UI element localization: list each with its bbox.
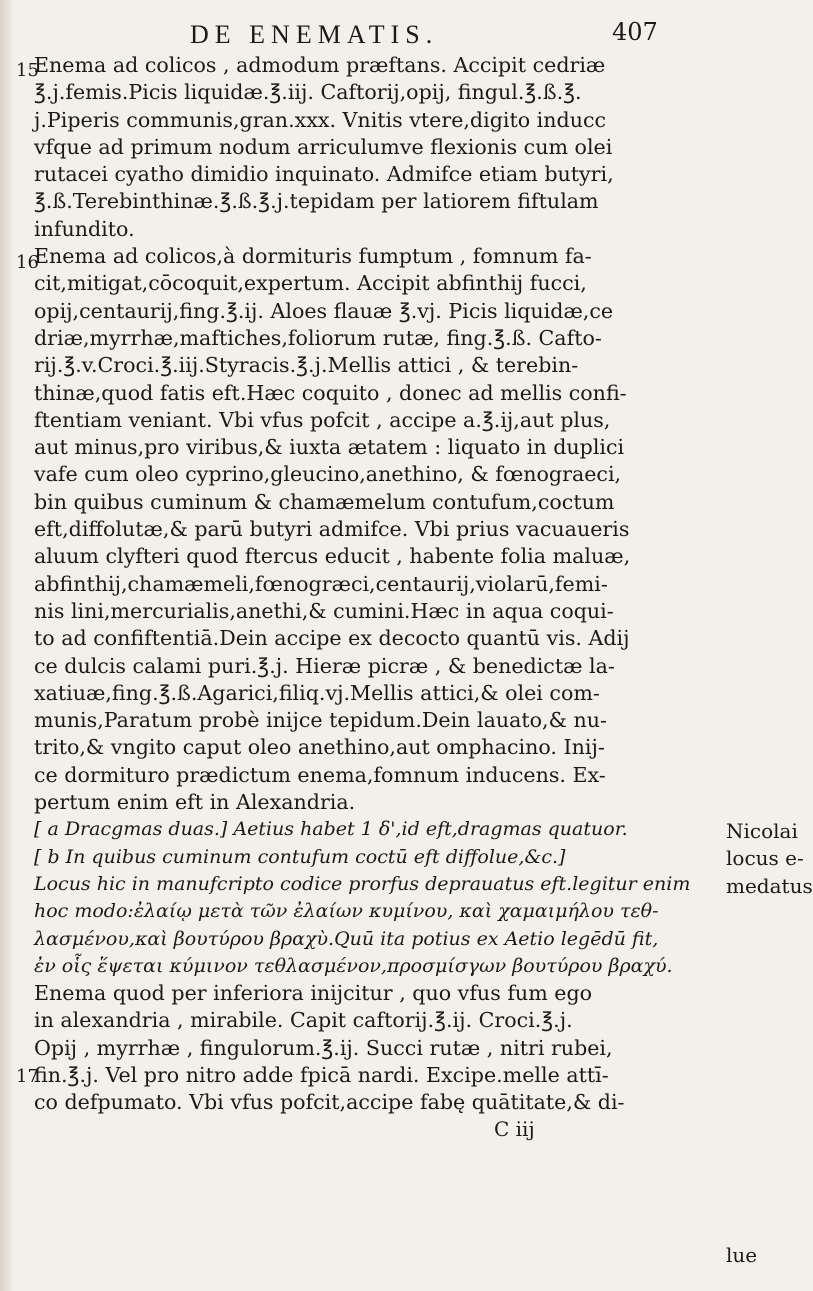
section-number-16: 16 [16, 252, 39, 273]
text-line: vafe cum oleo cyprino,gleucino,anethino, & fœnograeci, [34, 462, 622, 487]
text-line: aluum clyfteri quod ftercus educit , habente folia maluæ, [34, 544, 631, 569]
text-line: munis,Paratum probè inijce tepidum.Dein lauato,& nu- [34, 708, 607, 733]
text-line: to ad confiftentiā.Dein accipe ex decocto quantū vis. Adij [34, 626, 630, 651]
footnote-line: ἐν οἷς ἕψεται κύμινον τεθλασμένον,προσμίσγων βουτύρου βραχύ. [34, 954, 673, 977]
text-line: bin quibus cuminum & chamæmelum contufum,coctum [34, 489, 615, 514]
text-line: xatiuæ,fing.℥.ß.Agarici,filiq.vj.Mellis attici,& olei com- [34, 680, 600, 705]
text-line: vfque ad primum nodum arriculumve flexionis cum olei [34, 134, 613, 159]
text-line: thinæ,quod fatis eft.Hæc coquito , donec ad mellis confi- [34, 380, 627, 405]
footnote-line: λασμένου,καὶ βουτύρου βραχὺ.Quū ita potius ex Aetio legēdū fit, [34, 927, 659, 950]
text-line: ℥.j.femis.Picis liquidæ.℥.iij. Caftorij,opij, fingul.℥.ß.℥. [34, 80, 582, 105]
text-line: rij.℥.v.Croci.℥.iij.Styracis.℥.j.Mellis attici , & terebin- [34, 353, 579, 378]
text-line: Opij , myrrhæ , fingulorum.℥.ij. Succi rutæ , nitri rubei, [34, 1035, 613, 1060]
text-line: nis lini,mercurialis,anethi,& cumini.Hæc in aqua coqui- [34, 598, 614, 623]
text-line: Enema ad colicos , admodum præftans. Accipit cedriæ [34, 53, 606, 77]
text-line: trito,& vngito caput oleo anethino,aut omphacino. Inij- [34, 735, 605, 760]
text-line: fin.℥.j. Vel pro nitro adde fpicā nardi. Excipe.melle attī- [34, 1062, 609, 1087]
text-line: in alexandria , mirabile. Capit caftorij.℥.ij. Croci.℥.j. [34, 1008, 573, 1033]
text-line: driæ,myrrhæ,maftiches,foliorum rutæ, fing.℥.ß. Cafto- [34, 325, 602, 350]
text-line: ℥.ß.Terebinthinæ.℥.ß.℥.j.tepidam per latiorem fiftulam [34, 189, 599, 214]
footnote-line: hoc modo:ἐλαίῳ μετὰ τῶν ἐλαίων κυμίνου, καὶ χαμαιμήλου τεθ- [34, 900, 659, 923]
text-line: rutacei cyatho dimidio inquinato. Admifce etiam butyri, [34, 162, 614, 187]
margin-note [726, 818, 813, 900]
footnote-line: Locus hic in manufcripto codice prorfus deprauatus eft.legitur enim [34, 872, 691, 895]
margin-note-line: locus e- [726, 846, 804, 871]
page-gutter-shadow [0, 0, 14, 1291]
text-line: abfinthij,chamæmeli,fœnogræci,centaurij,violarū,femi- [34, 571, 608, 596]
text-line: infundito. [34, 216, 135, 241]
footnote-block [34, 816, 724, 980]
text-line: Enema ad colicos,à dormituris fumptum , fomnum fa- [34, 244, 592, 269]
margin-note-line: Nicolai [726, 819, 798, 843]
section-number-15: 15 [16, 60, 39, 81]
text-line: ftentiam veniant. Vbi vfus pofcit , accipe a.℥.ij,aut plus, [34, 407, 611, 432]
page-number: 407 [612, 18, 658, 46]
catchword: lue [726, 1243, 758, 1267]
text-line: opij,centaurij,fing.℥.ij. Aloes flauæ ℥.vj. Picis liquidæ,ce [34, 298, 614, 323]
text-line: ce dulcis calami puri.℥.j. Hieræ picræ , & benedictæ la- [34, 653, 615, 678]
section-number-17: 17 [16, 1066, 39, 1087]
text-line: cit,mitigat,cōcoquit,expertum. Accipit abfinthij fucci, [34, 271, 587, 296]
page-header [0, 8, 800, 48]
footnote-line: [ b In quibus cuminum contufum coctū eft diffolue,&c.] [34, 845, 566, 868]
page-body [34, 52, 724, 1144]
text-line: j.Piperis communis,gran.xxx. Vnitis vtere,digito inducc [34, 107, 607, 132]
signature-mark: C iij [494, 1116, 535, 1141]
running-title: DE ENEMATIS. [190, 20, 439, 49]
page-foot [34, 1117, 724, 1144]
text-line: eft,diffolutæ,& parū butyri admifce. Vbi prius vacuaueris [34, 517, 630, 542]
text-line: co defpumato. Vbi vfus pofcit,accipe fabę quātitate,& di- [34, 1090, 625, 1115]
footnote-line: [ a Dracgmas duas.] Aetius habet 1 δ',id eft,dragmas quatuor. [34, 818, 628, 841]
margin-note-line: medatus [726, 873, 813, 898]
text-line: Enema quod per inferiora inijcitur , quo vfus fum ego [34, 981, 593, 1006]
text-line: aut minus,pro viribus,& iuxta ætatem : liquato in duplici [34, 435, 625, 460]
text-line: pertum enim eft in Alexandria. [34, 790, 356, 815]
text-line: ce dormituro prædictum enema,fomnum inducens. Ex- [34, 762, 606, 787]
